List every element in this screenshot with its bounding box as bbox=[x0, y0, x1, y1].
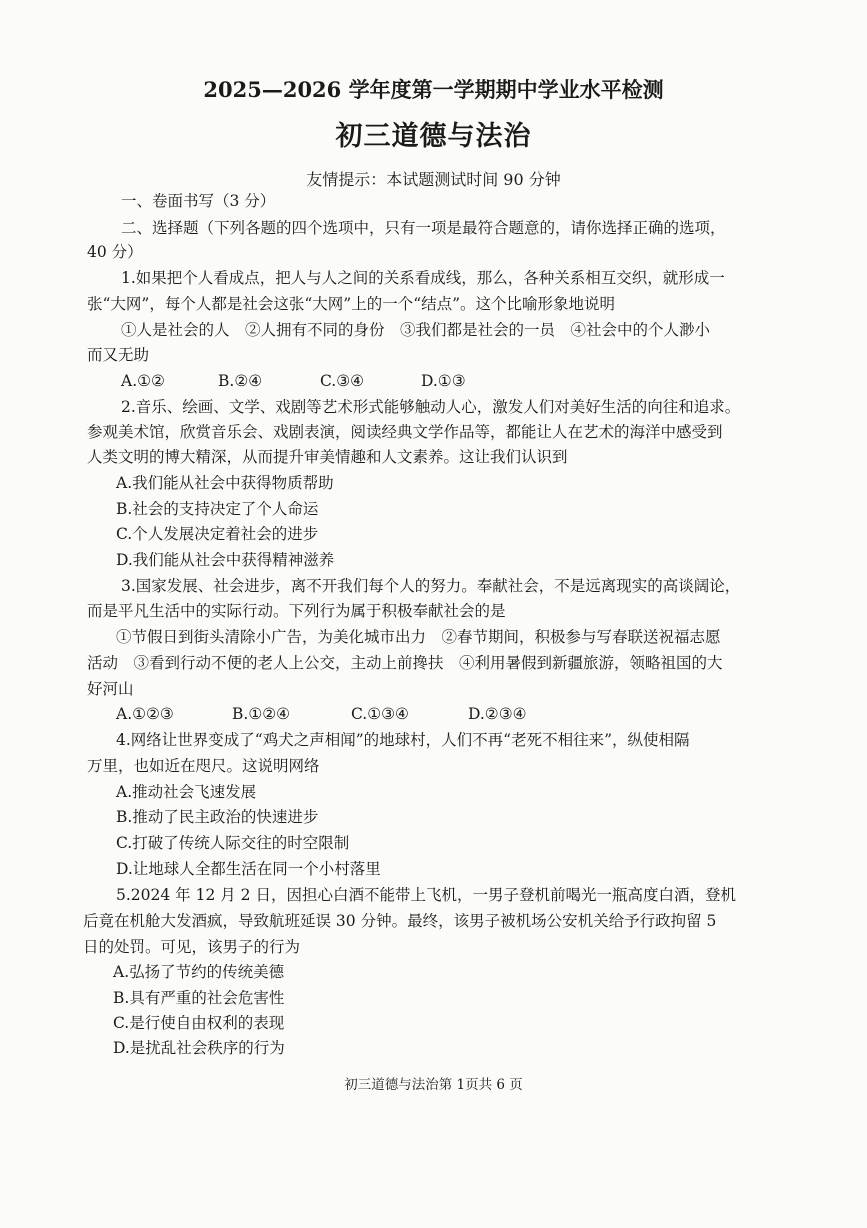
q4-option-c[interactable]: C.打破了传统人际交往的时空限制 bbox=[116, 834, 350, 852]
q2-option-b[interactable]: B.社会的支持决定了个人命运 bbox=[116, 500, 319, 518]
q3-items-line2: 活动 ③看到行动不便的老人上公交，主动上前搀扶 ④利用暑假到新疆旅游，领略祖国的大 bbox=[87, 654, 723, 672]
q1-option-b[interactable]: B.②④ bbox=[218, 372, 263, 390]
q3-option-b[interactable]: B.①②④ bbox=[232, 705, 291, 723]
q1-stem-line2: 张“大网”，每个人都是社会这张“大网”上的一个“结点”。这个比喻形象地说明 bbox=[87, 295, 616, 313]
q1-option-a[interactable]: A.①② bbox=[121, 372, 165, 390]
q4-stem-line1: 4.网络让世界变成了“鸡犬之声相闻”的地球村，人们不再“老死不相往来”，纵使相隔 bbox=[116, 731, 690, 749]
q2-option-c[interactable]: C.个人发展决定着社会的进步 bbox=[116, 525, 319, 543]
q2-stem-line2: 参观美术馆，欣赏音乐会、戏剧表演，阅读经典文学作品等，都能让人在艺术的海洋中感受到 bbox=[87, 423, 723, 441]
q3-option-d[interactable]: D.②③④ bbox=[468, 705, 527, 723]
q4-option-a[interactable]: A.推动社会飞速发展 bbox=[116, 783, 257, 801]
q2-stem-line1: 2.音乐、绘画、文学、戏剧等艺术形式能够触动人心，激发人们对美好生活的向往和追求。 bbox=[121, 398, 741, 416]
time-tip: 友情提示：本试题测试时间 90 分钟 bbox=[306, 170, 561, 189]
q5-option-b[interactable]: B.具有严重的社会危害性 bbox=[113, 989, 285, 1007]
q2-option-a[interactable]: A.我们能从社会中获得物质帮助 bbox=[116, 474, 334, 492]
q4-stem-line2: 万里，也如近在咫尺。这说明网络 bbox=[87, 757, 320, 775]
q1-items-line2: 而又无助 bbox=[87, 346, 150, 364]
section-handwriting: 一、卷面书写（3 分） bbox=[121, 192, 276, 210]
q3-stem-line1: 3.国家发展、社会进步，离不开我们每个人的努力。奉献社会，不是远离现实的高谈阔论， bbox=[121, 577, 741, 595]
q3-option-a[interactable]: A.①②③ bbox=[116, 705, 174, 723]
q4-option-b[interactable]: B.推动了民主政治的快速进步 bbox=[116, 808, 319, 826]
q5-stem-line3: 日的处罚。可见，该男子的行为 bbox=[83, 938, 301, 956]
section-choice-line2: 40 分） bbox=[87, 243, 143, 261]
q1-option-c[interactable]: C.③④ bbox=[320, 372, 365, 390]
q3-items-line3: 好河山 bbox=[87, 680, 134, 698]
q3-option-c[interactable]: C.①③④ bbox=[351, 705, 409, 723]
page-footer: 初三道德与法治第 1页共 6 页 bbox=[344, 1077, 523, 1093]
q4-option-d[interactable]: D.让地球人全都生活在同一个小村落里 bbox=[116, 860, 381, 878]
q3-stem-line2: 而是平凡生活中的实际行动。下列行为属于积极奉献社会的是 bbox=[87, 602, 506, 620]
q1-items-line1: ①人是社会的人 ②人拥有不同的身份 ③我们都是社会的一员 ④社会中的个人渺小 bbox=[121, 321, 711, 339]
q1-stem-line1: 1.如果把个人看成点，把人与人之间的关系看成线，那么，各种关系相互交织，就形成一 bbox=[121, 269, 725, 287]
q1-option-d[interactable]: D.①③ bbox=[421, 372, 466, 390]
q5-stem-line2: 后竟在机舱大发酒疯，导致航班延误 30 分钟。最终，该男子被机场公安机关给予行政拘留 5 bbox=[83, 912, 717, 930]
q2-stem-line3: 人类文明的博大精深，从而提升审美情趣和人文素养。这让我们认识到 bbox=[87, 448, 568, 466]
q5-option-c[interactable]: C.是行使自由权利的表现 bbox=[113, 1014, 285, 1032]
q5-option-a[interactable]: A.弘扬了节约的传统美德 bbox=[113, 963, 285, 981]
section-choice-line1: 二、选择题（下列各题的四个选项中，只有一项是最符合题意的，请你选择正确的选项， bbox=[121, 219, 726, 237]
q5-stem-line1: 5.2024 年 12 月 2 日，因担心白酒不能带上飞机，一男子登机前喝光一瓶高度白酒，登机 bbox=[116, 886, 736, 904]
q5-option-d[interactable]: D.是扰乱社会秩序的行为 bbox=[113, 1039, 285, 1057]
q2-option-d[interactable]: D.我们能从社会中获得精神滋养 bbox=[116, 551, 335, 569]
subject-title: 初三道德与法治 bbox=[335, 121, 532, 152]
exam-title: 2025—2026 学年度第一学期期中学业水平检测 bbox=[203, 77, 664, 102]
q3-items-line1: ①节假日到街头清除小广告，为美化城市出力 ②春节期间，积极参与写春联送祝福志愿 bbox=[116, 628, 721, 646]
